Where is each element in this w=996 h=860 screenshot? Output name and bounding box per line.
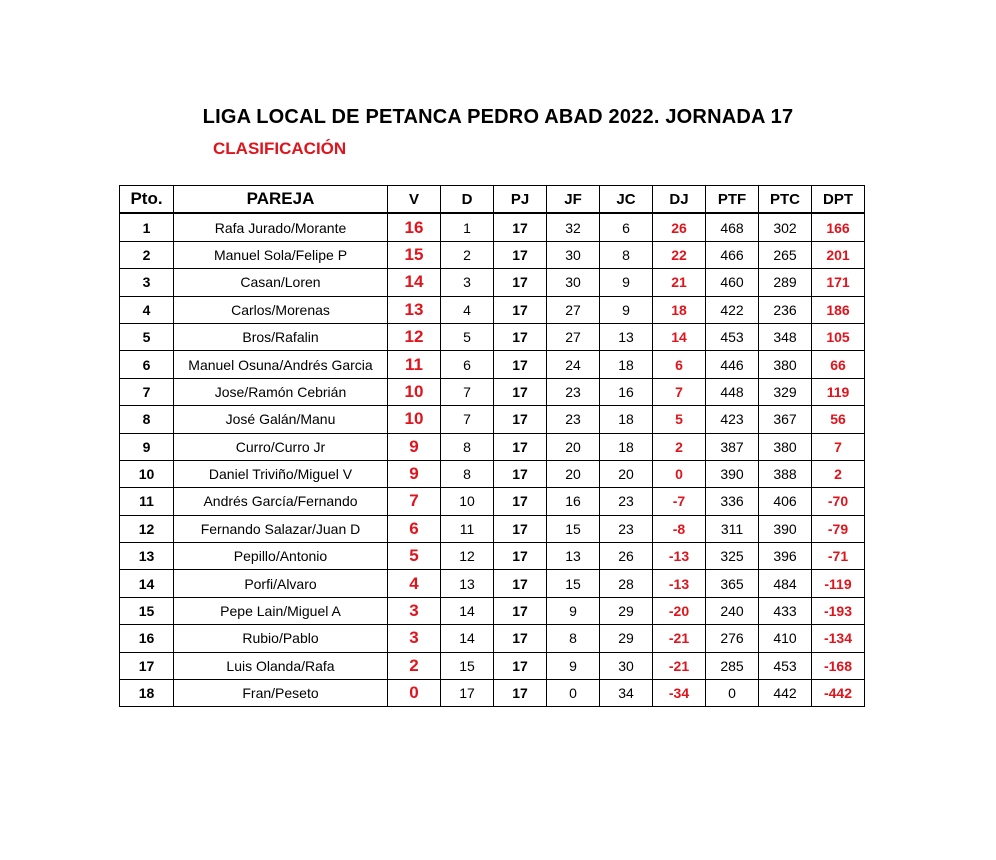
header-d: D — [441, 186, 494, 214]
cell-jf: 20 — [547, 460, 600, 487]
table-row — [120, 351, 865, 378]
cell-v: 9 — [388, 460, 441, 487]
cell-pareja: Jose/Ramón Cebrián — [174, 378, 388, 405]
cell-d: 11 — [441, 515, 494, 542]
cell-dj: -13 — [653, 543, 706, 570]
cell-jf: 20 — [547, 433, 600, 460]
cell-d: 13 — [441, 570, 494, 597]
cell-pos: 4 — [120, 296, 174, 323]
cell-pos: 2 — [120, 241, 174, 268]
cell-pos: 15 — [120, 597, 174, 624]
cell-ptc: 484 — [759, 570, 812, 597]
table-row — [120, 378, 865, 405]
cell-jf: 9 — [547, 597, 600, 624]
cell-ptf: 448 — [706, 378, 759, 405]
header-pareja: PAREJA — [174, 186, 388, 214]
cell-v: 3 — [388, 625, 441, 652]
cell-dj: -20 — [653, 597, 706, 624]
cell-dpt: -442 — [812, 680, 865, 707]
cell-d: 5 — [441, 323, 494, 350]
table-row — [120, 515, 865, 542]
cell-ptc: 453 — [759, 652, 812, 679]
page-subtitle: CLASIFICACIÓN — [213, 139, 347, 158]
cell-pareja: Pepillo/Antonio — [174, 543, 388, 570]
cell-dj: 21 — [653, 269, 706, 296]
table-row — [120, 488, 865, 515]
cell-jc: 23 — [600, 488, 653, 515]
cell-pareja: Porfi/Alvaro — [174, 570, 388, 597]
cell-v: 5 — [388, 543, 441, 570]
cell-dj: -21 — [653, 652, 706, 679]
table-row — [120, 625, 865, 652]
cell-d: 10 — [441, 488, 494, 515]
cell-pareja: José Galán/Manu — [174, 406, 388, 433]
cell-ptf: 365 — [706, 570, 759, 597]
cell-jf: 30 — [547, 241, 600, 268]
cell-dj: 22 — [653, 241, 706, 268]
cell-d: 8 — [441, 433, 494, 460]
cell-pareja: Rafa Jurado/Morante — [174, 213, 388, 241]
cell-d: 2 — [441, 241, 494, 268]
cell-dpt: -79 — [812, 515, 865, 542]
cell-ptf: 466 — [706, 241, 759, 268]
cell-d: 3 — [441, 269, 494, 296]
cell-dj: 0 — [653, 460, 706, 487]
cell-dpt: 7 — [812, 433, 865, 460]
cell-jf: 9 — [547, 652, 600, 679]
cell-pareja: Rubio/Pablo — [174, 625, 388, 652]
cell-pj: 17 — [494, 515, 547, 542]
cell-ptf: 325 — [706, 543, 759, 570]
cell-v: 4 — [388, 570, 441, 597]
cell-jf: 15 — [547, 515, 600, 542]
cell-ptc: 390 — [759, 515, 812, 542]
table-row — [120, 543, 865, 570]
cell-pos: 14 — [120, 570, 174, 597]
cell-dpt: 2 — [812, 460, 865, 487]
cell-ptc: 380 — [759, 433, 812, 460]
cell-jc: 13 — [600, 323, 653, 350]
standings-table — [119, 185, 865, 707]
header-v: V — [388, 186, 441, 214]
cell-dpt: 171 — [812, 269, 865, 296]
cell-v: 9 — [388, 433, 441, 460]
cell-ptc: 406 — [759, 488, 812, 515]
cell-jf: 32 — [547, 213, 600, 241]
cell-ptc: 236 — [759, 296, 812, 323]
cell-d: 14 — [441, 625, 494, 652]
cell-jc: 16 — [600, 378, 653, 405]
cell-jc: 26 — [600, 543, 653, 570]
header-pos: Pto. — [120, 186, 174, 214]
cell-pj: 17 — [494, 269, 547, 296]
cell-jc: 29 — [600, 597, 653, 624]
cell-dpt: -193 — [812, 597, 865, 624]
cell-ptf: 468 — [706, 213, 759, 241]
cell-dj: -34 — [653, 680, 706, 707]
cell-pj: 17 — [494, 570, 547, 597]
table-row — [120, 597, 865, 624]
cell-d: 1 — [441, 213, 494, 241]
cell-pos: 18 — [120, 680, 174, 707]
table-row — [120, 570, 865, 597]
cell-ptc: 380 — [759, 351, 812, 378]
cell-jc: 23 — [600, 515, 653, 542]
cell-ptf: 453 — [706, 323, 759, 350]
cell-pareja: Fran/Peseto — [174, 680, 388, 707]
cell-ptc: 442 — [759, 680, 812, 707]
cell-dj: 6 — [653, 351, 706, 378]
cell-ptf: 446 — [706, 351, 759, 378]
cell-pareja: Curro/Curro Jr — [174, 433, 388, 460]
cell-d: 15 — [441, 652, 494, 679]
cell-jc: 8 — [600, 241, 653, 268]
cell-dpt: -70 — [812, 488, 865, 515]
table-row — [120, 460, 865, 487]
cell-dj: 18 — [653, 296, 706, 323]
cell-pj: 17 — [494, 543, 547, 570]
cell-ptf: 311 — [706, 515, 759, 542]
table-row — [120, 241, 865, 268]
cell-pj: 17 — [494, 625, 547, 652]
cell-pj: 17 — [494, 351, 547, 378]
cell-pos: 12 — [120, 515, 174, 542]
cell-ptf: 336 — [706, 488, 759, 515]
cell-v: 6 — [388, 515, 441, 542]
table-row — [120, 323, 865, 350]
table-row — [120, 652, 865, 679]
cell-ptc: 396 — [759, 543, 812, 570]
cell-ptc: 289 — [759, 269, 812, 296]
cell-pj: 17 — [494, 460, 547, 487]
cell-d: 17 — [441, 680, 494, 707]
cell-pos: 8 — [120, 406, 174, 433]
cell-ptf: 240 — [706, 597, 759, 624]
cell-jf: 24 — [547, 351, 600, 378]
header-dj: DJ — [653, 186, 706, 214]
cell-v: 7 — [388, 488, 441, 515]
table-row — [120, 433, 865, 460]
cell-dpt: -71 — [812, 543, 865, 570]
header-ptc: PTC — [759, 186, 812, 214]
cell-dj: 7 — [653, 378, 706, 405]
cell-jc: 20 — [600, 460, 653, 487]
cell-ptf: 0 — [706, 680, 759, 707]
cell-v: 11 — [388, 351, 441, 378]
cell-v: 14 — [388, 269, 441, 296]
cell-dj: -13 — [653, 570, 706, 597]
table-row — [120, 296, 865, 323]
cell-pareja: Andrés García/Fernando — [174, 488, 388, 515]
cell-jf: 16 — [547, 488, 600, 515]
cell-jf: 27 — [547, 323, 600, 350]
table-row — [120, 406, 865, 433]
cell-jf: 27 — [547, 296, 600, 323]
page-title: LIGA LOCAL DE PETANCA PEDRO ABAD 2022. JORNADA 17 — [202, 106, 794, 128]
cell-pareja: Manuel Osuna/Andrés Garcia — [174, 351, 388, 378]
header-jf: JF — [547, 186, 600, 214]
cell-pos: 3 — [120, 269, 174, 296]
cell-jc: 6 — [600, 213, 653, 241]
cell-jc: 34 — [600, 680, 653, 707]
cell-ptf: 387 — [706, 433, 759, 460]
cell-d: 4 — [441, 296, 494, 323]
cell-ptf: 390 — [706, 460, 759, 487]
header-ptf: PTF — [706, 186, 759, 214]
cell-dpt: 119 — [812, 378, 865, 405]
cell-ptf: 460 — [706, 269, 759, 296]
cell-v: 2 — [388, 652, 441, 679]
cell-jc: 28 — [600, 570, 653, 597]
cell-jf: 23 — [547, 406, 600, 433]
cell-pareja: Carlos/Morenas — [174, 296, 388, 323]
cell-d: 7 — [441, 378, 494, 405]
cell-dj: -21 — [653, 625, 706, 652]
table-row — [120, 269, 865, 296]
cell-pareja: Bros/Rafalin — [174, 323, 388, 350]
cell-dpt: -134 — [812, 625, 865, 652]
table-row — [120, 213, 865, 241]
cell-dj: 2 — [653, 433, 706, 460]
cell-pos: 13 — [120, 543, 174, 570]
cell-pos: 5 — [120, 323, 174, 350]
table-row — [120, 680, 865, 707]
cell-jc: 30 — [600, 652, 653, 679]
cell-d: 8 — [441, 460, 494, 487]
cell-pj: 17 — [494, 652, 547, 679]
cell-v: 15 — [388, 241, 441, 268]
cell-pj: 17 — [494, 296, 547, 323]
cell-jc: 9 — [600, 296, 653, 323]
cell-dpt: -168 — [812, 652, 865, 679]
cell-pareja: Casan/Loren — [174, 269, 388, 296]
cell-pos: 17 — [120, 652, 174, 679]
cell-ptc: 348 — [759, 323, 812, 350]
cell-jf: 23 — [547, 378, 600, 405]
cell-pos: 16 — [120, 625, 174, 652]
header-dpt: DPT — [812, 186, 865, 214]
cell-v: 16 — [388, 213, 441, 241]
cell-v: 3 — [388, 597, 441, 624]
cell-pj: 17 — [494, 323, 547, 350]
header-jc: JC — [600, 186, 653, 214]
cell-pareja: Pepe Lain/Miguel A — [174, 597, 388, 624]
cell-pj: 17 — [494, 241, 547, 268]
cell-ptf: 422 — [706, 296, 759, 323]
cell-pj: 17 — [494, 680, 547, 707]
cell-dpt: 201 — [812, 241, 865, 268]
table-header-row — [120, 186, 865, 214]
cell-v: 10 — [388, 378, 441, 405]
cell-pos: 10 — [120, 460, 174, 487]
cell-ptf: 285 — [706, 652, 759, 679]
cell-pareja: Manuel Sola/Felipe P — [174, 241, 388, 268]
header-pj: PJ — [494, 186, 547, 214]
cell-pj: 17 — [494, 597, 547, 624]
cell-pos: 6 — [120, 351, 174, 378]
cell-ptc: 329 — [759, 378, 812, 405]
cell-jf: 8 — [547, 625, 600, 652]
cell-d: 6 — [441, 351, 494, 378]
cell-jc: 18 — [600, 351, 653, 378]
cell-v: 10 — [388, 406, 441, 433]
cell-dpt: 66 — [812, 351, 865, 378]
cell-v: 12 — [388, 323, 441, 350]
cell-dj: 26 — [653, 213, 706, 241]
cell-v: 0 — [388, 680, 441, 707]
cell-d: 7 — [441, 406, 494, 433]
cell-pareja: Daniel Triviño/Miguel V — [174, 460, 388, 487]
cell-pareja: Luis Olanda/Rafa — [174, 652, 388, 679]
cell-d: 14 — [441, 597, 494, 624]
cell-v: 13 — [388, 296, 441, 323]
cell-pos: 9 — [120, 433, 174, 460]
cell-dpt: 105 — [812, 323, 865, 350]
cell-dpt: 56 — [812, 406, 865, 433]
cell-dj: 5 — [653, 406, 706, 433]
cell-pareja: Fernando Salazar/Juan D — [174, 515, 388, 542]
cell-jc: 18 — [600, 406, 653, 433]
cell-pj: 17 — [494, 488, 547, 515]
cell-dj: 14 — [653, 323, 706, 350]
cell-ptc: 265 — [759, 241, 812, 268]
cell-pj: 17 — [494, 406, 547, 433]
cell-ptf: 423 — [706, 406, 759, 433]
cell-pj: 17 — [494, 213, 547, 241]
cell-jc: 9 — [600, 269, 653, 296]
cell-dj: -8 — [653, 515, 706, 542]
cell-dpt: -119 — [812, 570, 865, 597]
cell-d: 12 — [441, 543, 494, 570]
cell-ptc: 433 — [759, 597, 812, 624]
cell-jc: 29 — [600, 625, 653, 652]
cell-pj: 17 — [494, 378, 547, 405]
cell-ptc: 410 — [759, 625, 812, 652]
cell-dpt: 166 — [812, 213, 865, 241]
cell-dj: -7 — [653, 488, 706, 515]
cell-pos: 7 — [120, 378, 174, 405]
cell-jf: 0 — [547, 680, 600, 707]
cell-pj: 17 — [494, 433, 547, 460]
cell-jf: 30 — [547, 269, 600, 296]
cell-ptc: 367 — [759, 406, 812, 433]
cell-pos: 1 — [120, 213, 174, 241]
cell-pos: 11 — [120, 488, 174, 515]
cell-ptf: 276 — [706, 625, 759, 652]
cell-jf: 13 — [547, 543, 600, 570]
cell-jf: 15 — [547, 570, 600, 597]
cell-dpt: 186 — [812, 296, 865, 323]
cell-jc: 18 — [600, 433, 653, 460]
cell-ptc: 302 — [759, 213, 812, 241]
cell-ptc: 388 — [759, 460, 812, 487]
